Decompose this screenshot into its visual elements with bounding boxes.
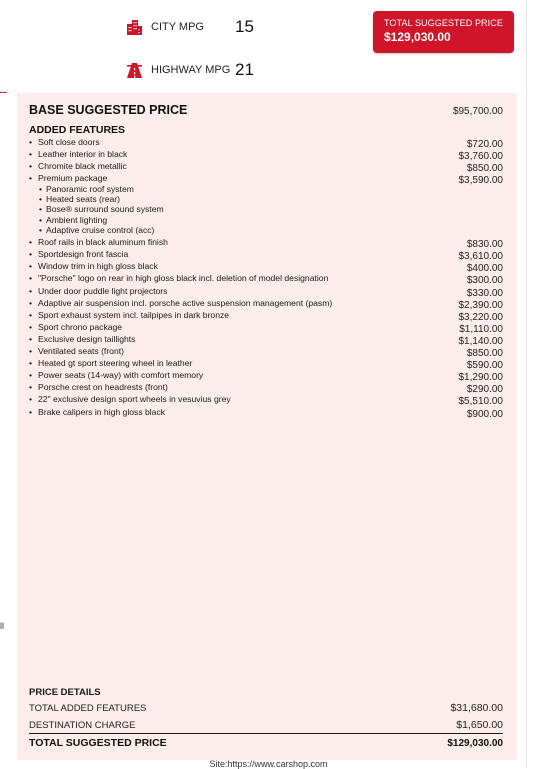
feature-name: Adaptive cruise control (acc) bbox=[46, 224, 155, 235]
bullet-icon: • bbox=[29, 237, 33, 248]
bullet-icon: • bbox=[29, 249, 33, 260]
bullet-icon: • bbox=[29, 333, 33, 344]
bullet-icon: • bbox=[39, 214, 43, 225]
feature-item bbox=[29, 370, 503, 384]
feature-item bbox=[29, 285, 503, 299]
total-suggested-price-row bbox=[29, 737, 503, 749]
feature-item bbox=[29, 346, 503, 359]
bullet-icon: • bbox=[29, 173, 33, 184]
feature-price: $1,140.00 bbox=[458, 335, 503, 347]
price-details-title: PRICE DETAILS bbox=[29, 687, 101, 698]
total-added-features-label: TOTAL ADDED FEATURES bbox=[29, 703, 147, 714]
price-breakdown-panel bbox=[17, 93, 517, 760]
highway-road-icon bbox=[126, 62, 142, 78]
bullet-icon: • bbox=[29, 406, 33, 417]
feature-name: Chromite black metallic bbox=[38, 161, 127, 172]
destination-charge-value: $1,650.00 bbox=[456, 719, 503, 731]
total-suggested-price-value: $129,030.00 bbox=[447, 738, 503, 749]
feature-name: Soft close doors bbox=[38, 137, 100, 147]
feature-name: Panoramic roof system bbox=[46, 183, 134, 194]
base-price-row bbox=[29, 103, 503, 117]
feature-item bbox=[29, 321, 503, 335]
feature-name: Ventilated seats (front) bbox=[38, 346, 124, 356]
feature-price: $290.00 bbox=[466, 384, 503, 396]
site-url-footer: Site:https://www.carshop.com bbox=[209, 759, 328, 769]
bullet-icon: • bbox=[29, 261, 33, 272]
feature-item bbox=[29, 273, 503, 287]
bullet-icon: • bbox=[39, 224, 43, 235]
bullet-icon: • bbox=[39, 183, 43, 194]
feature-item bbox=[29, 382, 503, 396]
feature-price: $3,220.00 bbox=[458, 311, 503, 323]
bullet-icon: • bbox=[29, 273, 33, 284]
feature-name: Adaptive air suspension incl. porsche active suspension management (pasm) bbox=[38, 297, 333, 308]
bullet-icon: • bbox=[29, 394, 33, 405]
destination-charge-row bbox=[29, 719, 503, 731]
bullet-icon: • bbox=[39, 204, 43, 215]
feature-price: $330.00 bbox=[466, 287, 503, 299]
feature-item bbox=[29, 261, 503, 275]
feature-name: "Porsche" logo on rear in high gloss black incl. deletion of model designation bbox=[38, 273, 329, 284]
feature-item bbox=[29, 333, 503, 347]
feature-item bbox=[29, 237, 503, 251]
feature-subitem bbox=[29, 204, 503, 214]
total-box-value: $129,030.00 bbox=[384, 30, 451, 44]
feature-item bbox=[29, 137, 503, 150]
feature-price: $300.00 bbox=[466, 275, 503, 287]
city-mpg-value: 15 bbox=[235, 17, 254, 36]
feature-name: Leather interior in black bbox=[38, 149, 128, 160]
feature-price: $590.00 bbox=[466, 360, 503, 372]
feature-price: $400.00 bbox=[466, 263, 503, 275]
bullet-icon: • bbox=[29, 370, 33, 381]
bullet-icon: • bbox=[29, 161, 33, 172]
bullet-icon: • bbox=[29, 297, 33, 308]
total-suggested-price-label: TOTAL SUGGESTED PRICE bbox=[29, 737, 167, 749]
feature-name: Premium package bbox=[38, 173, 108, 184]
bullet-icon: • bbox=[29, 149, 33, 160]
bullet-icon: • bbox=[29, 358, 33, 369]
feature-name: Ambient lighting bbox=[46, 214, 108, 225]
total-added-features-row bbox=[29, 702, 503, 714]
feature-name: Window trim in high gloss black bbox=[38, 261, 158, 272]
total-added-features-value: $31,680.00 bbox=[450, 702, 503, 714]
feature-item bbox=[29, 394, 503, 408]
feature-price: $850.00 bbox=[466, 348, 503, 359]
highway-mpg-value: 21 bbox=[235, 60, 254, 79]
feature-price: $3,610.00 bbox=[458, 251, 503, 263]
feature-name: Bose® surround sound system bbox=[46, 204, 164, 215]
feature-name: 22" exclusive design sport wheels in vesuvius grey bbox=[38, 394, 231, 405]
feature-price: $1,110.00 bbox=[459, 323, 503, 335]
feature-name: Exclusive design taillights bbox=[38, 333, 136, 344]
highway-mpg-label: HIGHWAY MPG bbox=[151, 64, 231, 76]
destination-charge-label: DESTINATION CHARGE bbox=[29, 720, 136, 731]
bullet-icon: • bbox=[29, 382, 33, 393]
feature-price: $830.00 bbox=[466, 239, 503, 251]
feature-name: Power seats (14-way) with comfort memory bbox=[38, 370, 204, 381]
feature-name: Porsche crest on headrests (front) bbox=[38, 382, 168, 393]
side-marker: ll bbox=[0, 621, 4, 631]
feature-item bbox=[29, 161, 503, 175]
feature-subitem bbox=[29, 184, 503, 194]
feature-subitem bbox=[29, 215, 503, 225]
price-details-divider bbox=[29, 733, 503, 734]
feature-price: $5,510.00 bbox=[458, 396, 503, 408]
feature-name: Brake calipers in high gloss black bbox=[38, 406, 166, 417]
bullet-icon: • bbox=[29, 346, 33, 356]
feature-price: $850.00 bbox=[466, 163, 503, 175]
feature-name: Heated gt sport steering wheel in leather bbox=[38, 358, 193, 369]
base-price-value: $95,700.00 bbox=[452, 106, 503, 117]
feature-item bbox=[29, 249, 503, 263]
feature-subitem bbox=[29, 194, 503, 204]
feature-item bbox=[29, 149, 503, 163]
feature-item bbox=[29, 358, 503, 372]
feature-price: $1,290.00 bbox=[458, 372, 503, 384]
feature-item bbox=[29, 406, 503, 420]
page-edge-line bbox=[526, 0, 527, 768]
feature-name: Roof rails in black aluminum finish bbox=[38, 237, 168, 248]
feature-item bbox=[29, 297, 503, 311]
feature-name: Sport exhaust system incl. tailpipes in dark bronze bbox=[38, 309, 230, 320]
left-edge-tick bbox=[0, 92, 7, 93]
feature-price: $3,590.00 bbox=[458, 175, 503, 187]
feature-name: Sportdesign front fascia bbox=[38, 249, 129, 260]
feature-price: $3,760.00 bbox=[458, 151, 503, 163]
feature-name: Sport chrono package bbox=[38, 321, 123, 332]
bullet-icon: • bbox=[29, 321, 33, 332]
feature-name: Under door puddle light projectors bbox=[38, 285, 168, 296]
city-buildings-icon bbox=[126, 19, 142, 35]
bullet-icon: • bbox=[39, 193, 43, 204]
feature-item bbox=[29, 309, 503, 323]
feature-subitem bbox=[29, 225, 503, 235]
bullet-icon: • bbox=[29, 137, 33, 147]
feature-price: $2,390.00 bbox=[458, 299, 503, 311]
city-mpg-label: CITY MPG bbox=[151, 21, 204, 33]
base-price-label: BASE SUGGESTED PRICE bbox=[29, 103, 188, 117]
total-box-label: TOTAL SUGGESTED PRICE bbox=[384, 18, 503, 28]
bullet-icon: • bbox=[29, 285, 33, 296]
total-suggested-price-box bbox=[373, 11, 514, 53]
highway-mpg-row bbox=[126, 60, 254, 80]
bullet-icon: • bbox=[29, 309, 33, 320]
added-features-title: ADDED FEATURES bbox=[29, 124, 126, 136]
feature-price: $900.00 bbox=[466, 408, 503, 420]
feature-item bbox=[29, 173, 503, 187]
feature-price: $720.00 bbox=[466, 139, 503, 150]
city-mpg-row bbox=[126, 17, 254, 37]
feature-name: Heated seats (rear) bbox=[46, 193, 121, 204]
